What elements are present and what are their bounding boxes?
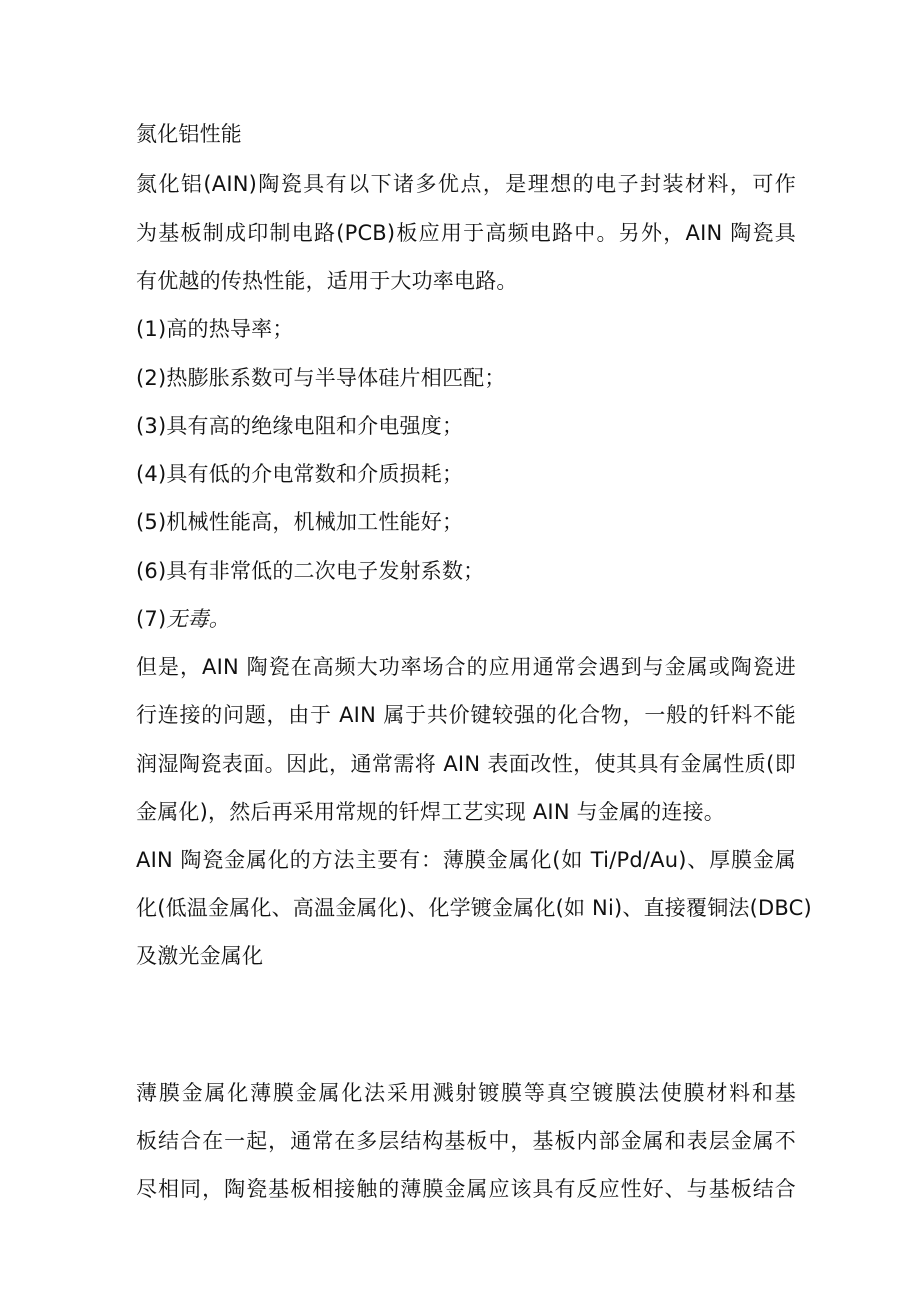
document-title: 氮化铝性能 <box>136 122 242 146</box>
advantage-item-7-text: 无毒。 <box>166 607 230 631</box>
advantage-item-4: (4)具有低的介电常数和介质损耗； <box>136 462 464 486</box>
intro-line-1: 氮化铝(AIN)陶瓷具有以下诸多优点，是理想的电子封装材料，可作 <box>136 172 796 196</box>
advantage-item-3: (3)具有高的绝缘电阻和介电强度； <box>136 414 464 438</box>
however-line-1: 但是，AIN 陶瓷在高频大功率场合的应用通常会遇到与金属或陶瓷进 <box>136 655 796 679</box>
intro-line-3: 有优越的传热性能，适用于大功率电路。 <box>136 269 518 293</box>
advantage-item-2: (2)热膨胀系数可与半导体硅片相匹配； <box>136 366 506 390</box>
methods-line-2: 化(低温金属化、高温金属化)、化学镀金属化(如 Ni)、直接覆铜法(DBC) <box>136 896 812 920</box>
intro-line-2: 为基板制成印制电路(PCB)板应用于高频电路中。另外，AIN 陶瓷具 <box>136 221 796 245</box>
advantage-item-6: (6)具有非常低的二次电子发射系数； <box>136 559 485 583</box>
advantage-item-7-prefix: (7) <box>136 607 167 631</box>
however-line-2: 行连接的问题，由于 AIN 属于共价键较强的化合物，一般的钎料不能 <box>136 703 796 727</box>
however-line-3: 润湿陶瓷表面。因此，通常需将 AIN 表面改性，使其具有金属性质(即 <box>136 752 796 776</box>
advantage-item-1: (1)高的热导率； <box>136 317 294 341</box>
however-line-4: 金属化)，然后再采用常规的钎焊工艺实现 AIN 与金属的连接。 <box>136 800 726 824</box>
advantage-item-7 <box>136 604 796 634</box>
methods-line-3: 及激光金属化 <box>136 944 264 968</box>
methods-line-1: AIN 陶瓷金属化的方法主要有：薄膜金属化(如 Ti/Pd/Au)、厚膜金属 <box>136 848 796 872</box>
thin-film-line-3: 尽相同，陶瓷基板相接触的薄膜金属应该具有反应性好、与基板结合 <box>136 1177 796 1201</box>
thin-film-line-2: 板结合在一起，通常在多层结构基板中，基板内部金属和表层金属不 <box>136 1129 796 1153</box>
advantage-item-5: (5)机械性能高，机械加工性能好； <box>136 510 464 534</box>
thin-film-line-1: 薄膜金属化薄膜金属化法采用溅射镀膜等真空镀膜法使膜材料和基 <box>136 1081 796 1105</box>
